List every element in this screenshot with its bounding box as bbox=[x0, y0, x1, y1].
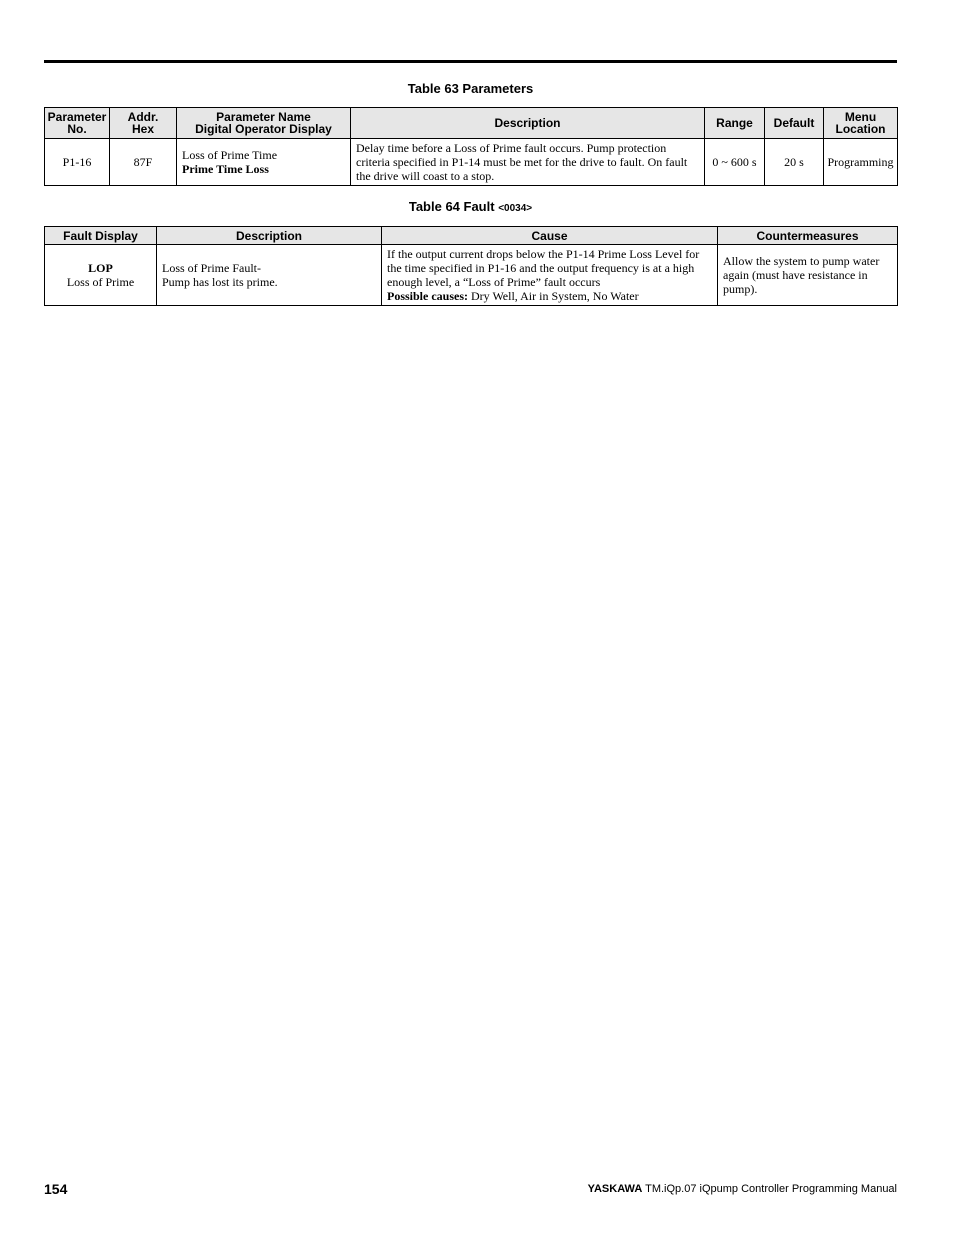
header-default: Default bbox=[765, 108, 824, 139]
header-fault-display: Fault Display bbox=[45, 227, 157, 245]
cell-description bbox=[157, 245, 382, 306]
brand-name: YASKAWA bbox=[587, 1183, 643, 1195]
cell-range: 0 ~ 600 s bbox=[705, 139, 765, 186]
header-addr-hex: Addr. Hex bbox=[110, 108, 177, 139]
manual-title: TM.iQp.07 iQpump Controller Programming Manual bbox=[642, 1183, 897, 1195]
table-header-row bbox=[45, 108, 898, 139]
fault-table bbox=[44, 226, 898, 306]
header-description: Description bbox=[157, 227, 382, 245]
cell-fault-display bbox=[45, 245, 157, 306]
table-63-caption bbox=[44, 81, 897, 96]
cell-cause bbox=[382, 245, 718, 306]
cell-parameter-name bbox=[177, 139, 351, 186]
table-row bbox=[45, 245, 898, 306]
cell-parameter-no: P1-16 bbox=[45, 139, 110, 186]
fault-cause: If the output current drops below the P1-14 Prime Loss Level for the time specified in P1-16 and the output frequency is at a high enough level, a “Loss of Prime” fault occurs bbox=[387, 247, 700, 289]
table-row bbox=[45, 139, 898, 186]
fault-description-line-1: Loss of Prime Fault- bbox=[162, 261, 261, 275]
page-number: 154 bbox=[44, 1181, 68, 1197]
cell-default: 20 s bbox=[765, 139, 824, 186]
cell-countermeasures: Allow the system to pump water again (must have resistance in pump). bbox=[718, 245, 898, 306]
cell-menu-location: Programming bbox=[824, 139, 898, 186]
cell-addr: 87F bbox=[110, 139, 177, 186]
table-63-caption-text: Table 63 Parameters bbox=[407, 81, 534, 96]
header-parameter-name: Parameter Name Digital Operator Display bbox=[177, 108, 351, 139]
header-description: Description bbox=[351, 108, 705, 139]
parameter-name: Loss of Prime Time bbox=[182, 148, 278, 162]
fault-code: LOP bbox=[88, 261, 113, 275]
header-countermeasures: Countermeasures bbox=[718, 227, 898, 245]
fault-name: Loss of Prime bbox=[66, 275, 135, 289]
header-range: Range bbox=[705, 108, 765, 139]
table-header-row bbox=[45, 227, 898, 245]
parameters-table bbox=[44, 107, 898, 186]
header-parameter-no: Parameter No. bbox=[45, 108, 110, 139]
cell-description: Delay time before a Loss of Prime fault occurs. Pump protection criteria specified in P1-14 must be met for the drive to fault. On fault the drive will coast to a stop. bbox=[351, 139, 705, 186]
table-64-caption-text: Table 64 Fault bbox=[408, 199, 495, 214]
top-rule bbox=[44, 60, 897, 63]
fault-description-line-2: Pump has lost its prime. bbox=[162, 275, 278, 289]
table-64-caption-code: <0034> bbox=[498, 203, 533, 214]
footer-manual-title bbox=[588, 1183, 897, 1195]
header-menu-location: Menu Location bbox=[824, 108, 898, 139]
operator-display: Prime Time Loss bbox=[182, 162, 269, 176]
possible-causes-label: Possible causes: bbox=[387, 289, 468, 303]
header-cause: Cause bbox=[382, 227, 718, 245]
table-64-caption bbox=[44, 199, 897, 214]
possible-causes-text: Dry Well, Air in System, No Water bbox=[468, 289, 639, 303]
